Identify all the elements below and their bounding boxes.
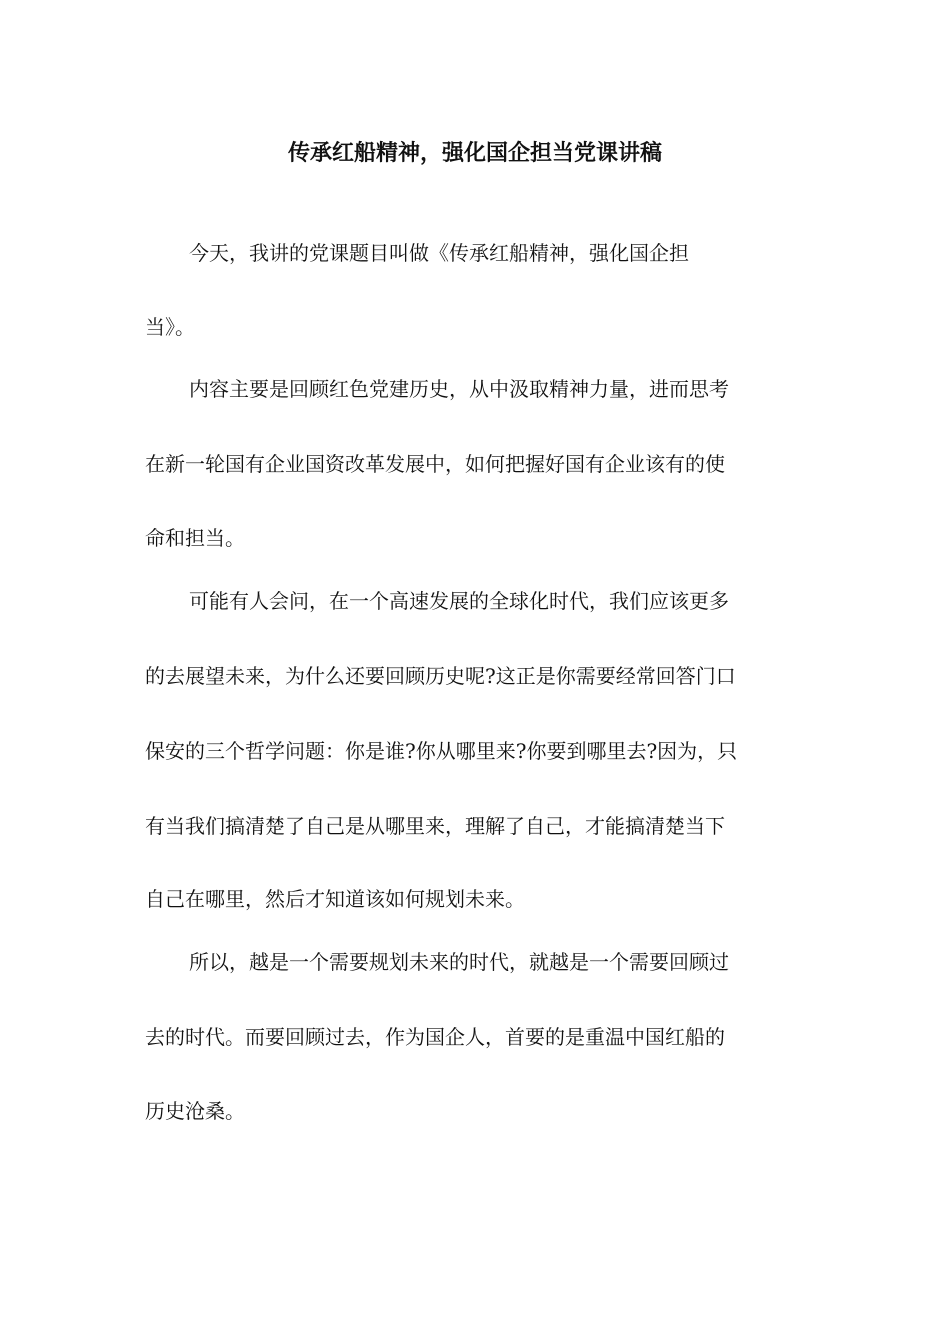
paragraph-3-line-3: 保安的三个哲学问题：你是谁?你从哪里来?你要到哪里去?因为，只 [145,739,738,763]
paragraph-4-line-1: 所以，越是一个需要规划未来的时代，就越是一个需要回顾过 [189,950,729,974]
paragraph-3-line-1: 可能有人会问，在一个高速发展的全球化时代，我们应该更多 [189,589,729,613]
paragraph-2-line-2: 在新一轮国有企业国资改革发展中，如何把握好国有企业该有的使 [145,452,725,476]
paragraph-1-line-1: 今天，我讲的党课题目叫做《传承红船精神，强化国企担 [189,241,689,265]
paragraph-1-line-2: 当》。 [145,315,195,339]
paragraph-3-line-4: 有当我们搞清楚了自己是从哪里来，理解了自己，才能搞清楚当下 [145,814,725,838]
paragraph-2-line-1: 内容主要是回顾红色党建历史，从中汲取精神力量，进而思考 [189,377,729,401]
paragraph-4-line-2: 去的时代。而要回顾过去，作为国企人，首要的是重温中国红船的 [145,1025,725,1049]
paragraph-4-line-3: 历史沧桑。 [145,1099,245,1123]
document-title: 传承红船精神，强化国企担当党课讲稿 [287,140,662,166]
paragraph-2-line-3: 命和担当。 [145,526,245,550]
paragraph-3-line-5: 自己在哪里，然后才知道该如何规划未来。 [145,887,525,911]
paragraph-3-line-2: 的去展望未来，为什么还要回顾历史呢?这正是你需要经常回答门口 [145,664,736,688]
